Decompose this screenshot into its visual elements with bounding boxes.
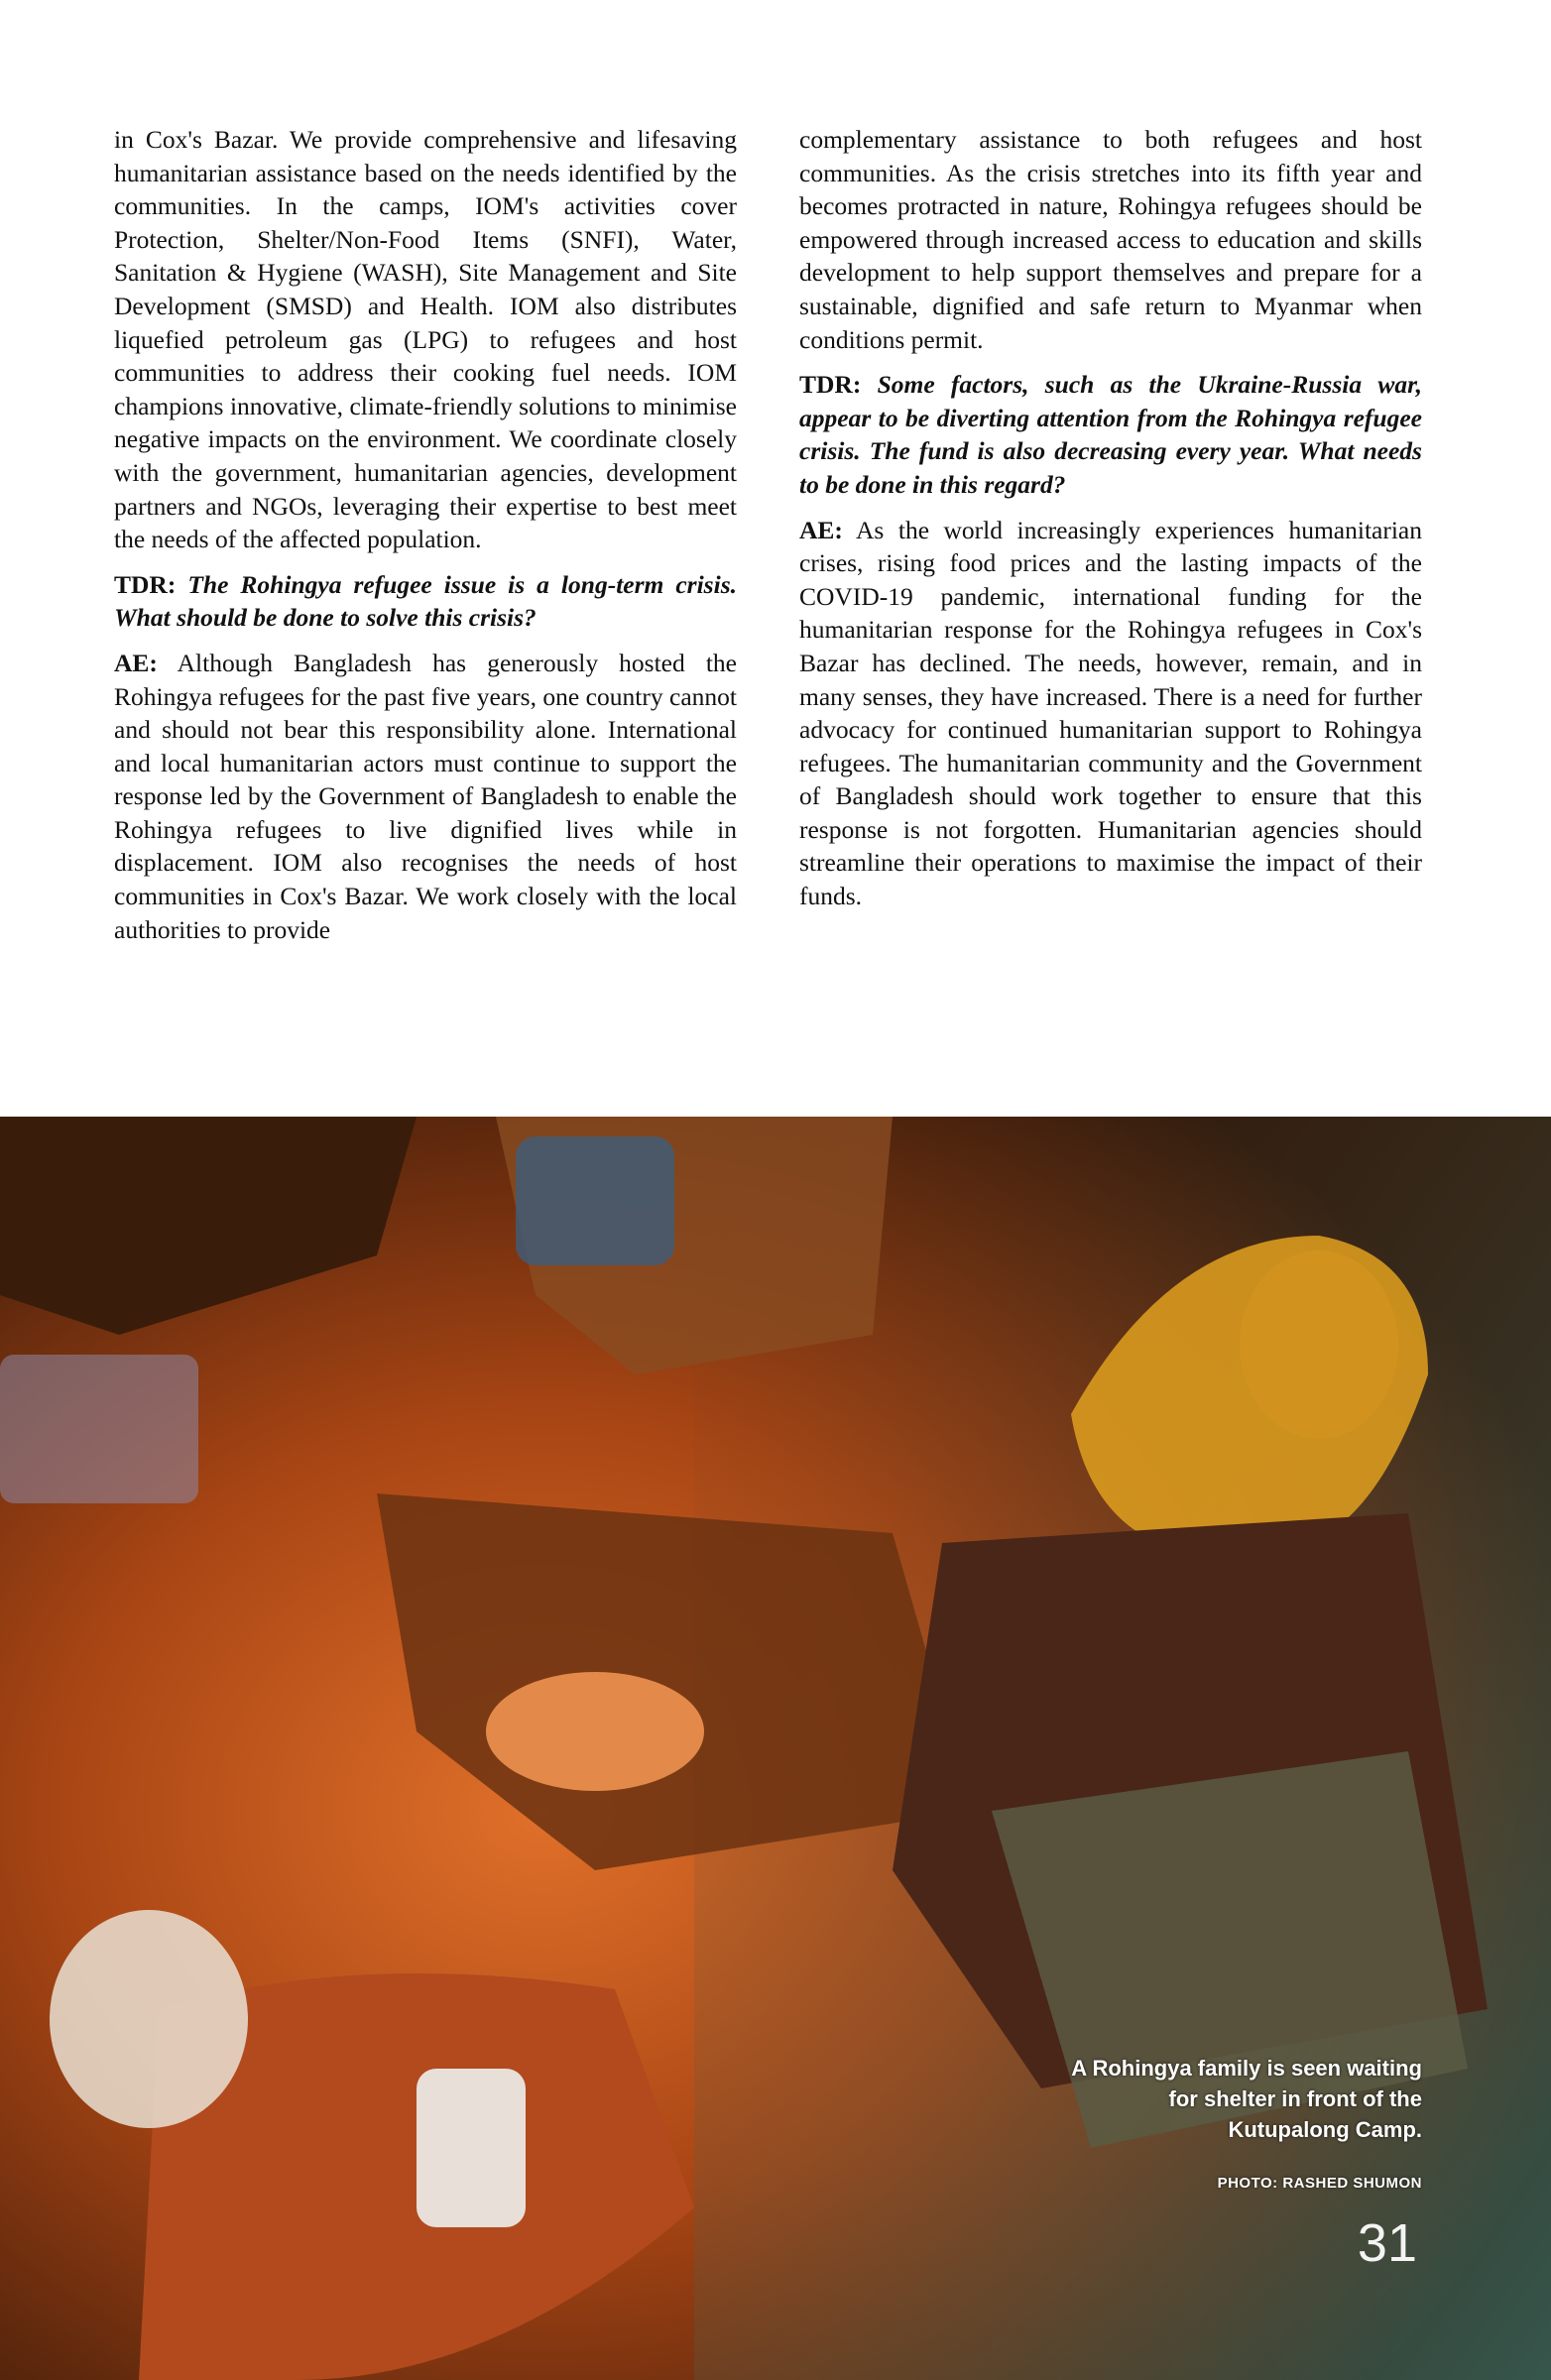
answer-speaker: AE: xyxy=(799,515,843,544)
question-speaker: TDR: xyxy=(114,569,177,599)
photo-credit: PHOTO: RASHED SHUMON xyxy=(1217,2175,1422,2192)
page-number: 31 xyxy=(1357,2213,1417,2273)
article-left-column xyxy=(114,123,737,958)
question-text: The Rohingya refugee issue is a long-term crisis. What should be done to solve this crisis? xyxy=(114,569,737,633)
body-paragraph: in Cox's Bazar. We provide comprehensive and lifesaving humanitarian assistance based on the needs identified by the communities. In the camps, IOM's activities cover Protection, Shelter/Non-Food Items (SNFI), Water, Sanitation & Hygiene (WASH), Site Management and Site Development (SMSD) and Health. IOM also distributes liquefied petroleum gas (LPG) to refugees and host communities to address their cooking fuel needs. IOM champions innovative, climate-friendly solutions to minimise negative impacts on the environment. We coordinate closely with the government, humanitarian agencies, development partners and NGOs, leveraging their expertise to best meet the needs of the affected population. xyxy=(114,125,737,554)
interview-question xyxy=(114,568,737,635)
patterned-cloth xyxy=(0,1355,198,1503)
article-right-column xyxy=(799,123,1422,925)
answer-text: Although Bangladesh has generously hosted the Rohingya refugees for the past five years, one country cannot and should not bear this responsibility alone. International and local humanitarian actors must continue to support the response led by the Government of Bangladesh to enable the Rohingya refugees to live dignified lives while in displacement. IOM also recognises the needs of host communities in Cox's Bazar. We work closely with the local authorities to provide xyxy=(114,648,737,944)
answer-text: As the world increasingly experiences humanitarian crises, rising food prices and the lasting impacts of the COVID-19 pandemic, international funding for the humanitarian response for the Rohingya refugees in Cox's Bazar has declined. The needs, however, remain, and in many senses, they have increased. There is a need for further advocacy for continued humanitarian support to Rohingya refugees. The humanitarian community and the Government of Bangladesh should work together to ensure that this response is not forgotten. Humanitarian agencies should streamline their operations to maximise the impact of their funds. xyxy=(799,515,1422,911)
body-paragraph: complementary assistance to both refugees and host communities. As the crisis stretches into its fifth year and becomes protracted in nature, Rohingya refugees should be empowered through increased access to education and skills development to help support themselves and prepare for a sustainable, dignified and safe return to Myanmar when conditions permit. xyxy=(799,125,1422,354)
striped-shirt xyxy=(516,1136,674,1265)
answer-speaker: AE: xyxy=(114,648,158,677)
question-text: Some factors, such as the Ukraine-Russia war, appear to be diverting attention from the Rohingya refugee crisis. The fund is also decreasing every year. What needs to be done in this regard? xyxy=(799,370,1422,499)
white-bandage xyxy=(417,2069,526,2227)
white-bundle xyxy=(50,1910,248,2128)
question-speaker: TDR: xyxy=(799,370,862,400)
interview-answer xyxy=(114,647,737,946)
photo-caption: A Rohingya family is seen waiting for shelter in front of the Kutupalong Camp. xyxy=(1071,2056,1422,2142)
sleeping-child xyxy=(486,1672,704,1791)
interview-answer xyxy=(799,514,1422,913)
interview-question xyxy=(799,368,1422,501)
